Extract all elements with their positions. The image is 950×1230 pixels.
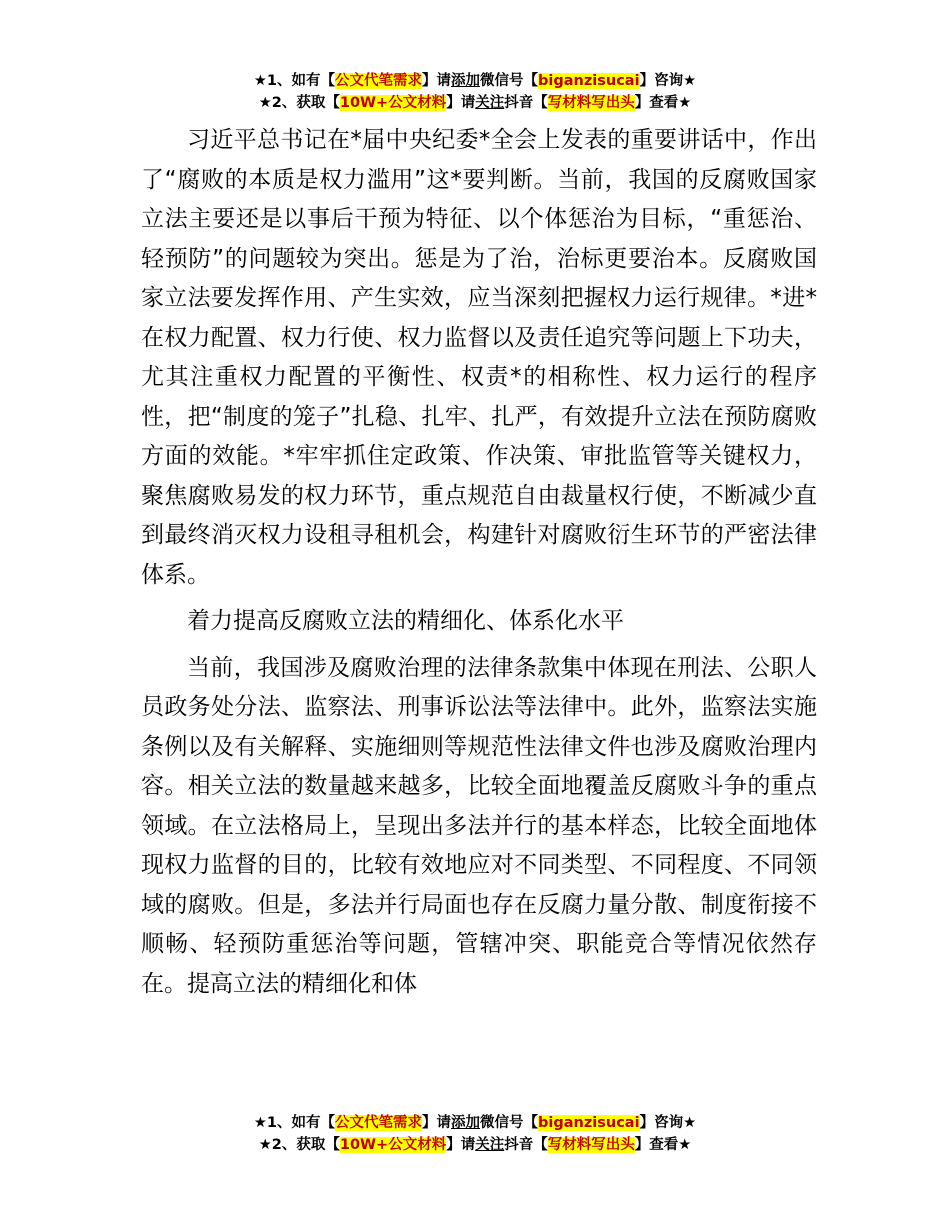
banner-line-1: ★1、如有【公文代笔需求】请添加微信号【biganzisucai】咨询★ bbox=[253, 73, 697, 89]
banner-line-2: ★2、获取【10W+公文材料】请关注抖音【写材料写出头】查看★ bbox=[258, 95, 692, 111]
banner-line-1: ★1、如有【公文代笔需求】请添加微信号【biganzisucai】咨询★ bbox=[253, 1115, 697, 1131]
highlight-materials: 10W+公文材料 bbox=[339, 1137, 447, 1153]
paragraph: 当前，我国涉及腐败治理的法律条款集中体现在刑法、公职人员政务处分法、监察法、刑事诉讼法等法律中。此外，监察法实施条例以及有关解释、实施细则等规范性法律文件也涉及腐败治理内容。相关立法的数量越来越多，比较全面地覆盖反腐败斗争的重点领域。在立法格局上，呈现出多法并行的基本样态，比较全面地体现权力监督的目的，比较有效地应对不同类型、不同程度、不同领域的腐败。但是，多法并行局面也存在反腐力量分散、制度衔接不顺畅、轻预防重惩治等问题，管辖冲突、职能竞合等情况依然存在。提高立法的精细化和体 bbox=[141, 654, 817, 997]
highlight-ghostwriting: 公文代笔需求 bbox=[335, 1115, 423, 1131]
highlight-wechat-id: biganzisucai bbox=[538, 1115, 640, 1131]
highlight-douyin-account: 写材料写出头 bbox=[547, 95, 635, 111]
highlight-wechat-id: biganzisucai bbox=[538, 73, 640, 89]
header-banner bbox=[0, 70, 950, 114]
document-body bbox=[141, 121, 817, 1004]
highlight-ghostwriting: 公文代笔需求 bbox=[335, 73, 423, 89]
highlight-douyin-account: 写材料写出头 bbox=[547, 1137, 635, 1153]
paragraph: 习近平总书记在*届中央纪委*全会上发表的重要讲话中，作出了“腐败的本质是权力滥用”这*要判断。当前，我国的反腐败国家立法主要还是以事后干预为特征、以个体惩治为目标，“重惩治、轻预防”的问题较为突出。惩是为了治，治标更要治本。反腐败国家立法要发挥作用、产生实效，应当深刻把握权力运行规律。*进*在权力配置、权力行使、权力监督以及责任追究等问题上下功夫，尤其注重权力配置的平衡性、权责*的相称性、权力运行的程序性，把“制度的笼子”扎稳、扎牢、扎严，有效提升立法在预防腐败方面的效能。*牢牢抓住定政策、作决策、审批监管等关键权力，聚焦腐败易发的权力环节，重点规范自由裁量权行使，不断减少直到最终消灭权力设租寻租机会，构建针对腐败衍生环节的严密法律体系。 bbox=[141, 127, 817, 588]
section-heading: 着力提高反腐败立法的精细化、体系化水平 bbox=[187, 608, 624, 634]
highlight-materials: 10W+公文材料 bbox=[339, 95, 447, 111]
banner-line-2: ★2、获取【10W+公文材料】请关注抖音【写材料写出头】查看★ bbox=[258, 1137, 692, 1153]
footer-banner bbox=[0, 1112, 950, 1156]
